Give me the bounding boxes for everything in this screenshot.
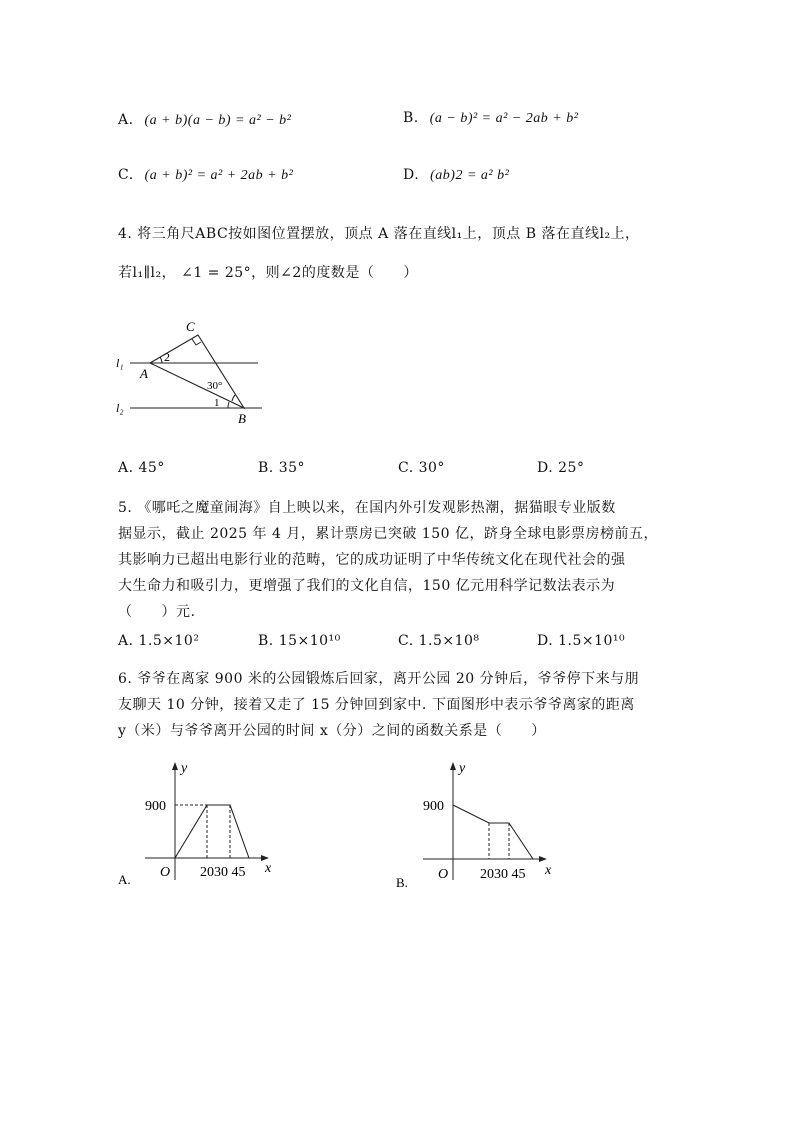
y-label: y bbox=[459, 761, 466, 776]
y-900-label: 900 bbox=[423, 799, 444, 814]
q5-option-c: C. 1.5×10⁸ bbox=[398, 633, 480, 649]
q6-graph-b bbox=[393, 760, 563, 895]
q4-option-c: C. 30° bbox=[398, 460, 445, 476]
y-label: y bbox=[181, 761, 188, 776]
label-angle-30: 30° bbox=[207, 380, 223, 392]
q3-option-c-label: C. bbox=[118, 167, 134, 183]
q5-option-a: A. 1.5×10² bbox=[118, 633, 200, 649]
angle-30-arc bbox=[232, 395, 235, 401]
q3-option-a bbox=[118, 112, 291, 129]
q6-line-2: 友聊天 10 分钟，接着又走了 15 分钟回到家中. 下面图形中表示爷爷离家的距离 bbox=[118, 697, 635, 713]
right-angle-mark bbox=[192, 339, 201, 345]
q4-triangle-figure bbox=[110, 315, 280, 430]
q4-line-1: 4. 将三角尺ABC按如图位置摆放，顶点 A 落在直线l₁上，顶点 B 落在直线l₂上， bbox=[118, 226, 640, 242]
origin-label: O bbox=[160, 865, 171, 880]
q3-option-d-label: D. bbox=[403, 167, 420, 183]
graph-a-line bbox=[175, 805, 249, 858]
q5-option-b: B. 15×10¹⁰ bbox=[258, 633, 341, 649]
x-ticks-label: 2030 45 bbox=[480, 867, 526, 882]
q5-line-5: （ ）元. bbox=[118, 604, 196, 620]
label-angle-2: 2 bbox=[164, 350, 170, 364]
x-label: x bbox=[545, 863, 552, 878]
label-angle-1: 1 bbox=[214, 397, 220, 409]
q3-option-c-formula: (a + b)² = a² + 2ab + b² bbox=[144, 168, 294, 183]
q5-line-4: 大生命力和吸引力，更增强了我们的文化自信，150 亿元用科学记数法表示为 bbox=[118, 578, 616, 594]
q4-option-d: D. 25° bbox=[537, 460, 585, 476]
q5-line-3: 其影响力已超出电影行业的范畴，它的成功证明了中华传统文化在现代社会的强 bbox=[118, 552, 626, 568]
q3-option-b-formula: (a − b)² = a² − 2ab + b² bbox=[429, 111, 579, 126]
x-label: x bbox=[265, 861, 272, 876]
q4-option-b: B. 35° bbox=[258, 460, 306, 476]
q3-option-a-formula: (a + b)(a − b) = a² − b² bbox=[144, 113, 292, 128]
q4-option-a: A. 45° bbox=[118, 460, 165, 476]
y-900-label: 900 bbox=[145, 799, 166, 814]
q6-graph-a bbox=[115, 760, 285, 890]
angle-1-arc bbox=[228, 402, 229, 408]
graph-b-line bbox=[453, 805, 533, 859]
label-b: B bbox=[238, 411, 246, 426]
triangle-abc bbox=[150, 335, 244, 408]
q5-line-2: 据显示，截止 2025 年 4 月，累计票房已突破 150 亿，跻身全球电影票房榜前五， bbox=[118, 526, 658, 542]
q6-line-3: y（米）与爷爷离开公园的时间 x（分）之间的函数关系是（ ） bbox=[118, 723, 546, 739]
q3-option-a-label: A. bbox=[118, 112, 134, 128]
q3-option-b-label: B. bbox=[403, 110, 419, 126]
x-axis-arrow bbox=[539, 856, 547, 862]
graph-a-option-label: A. bbox=[118, 872, 131, 887]
origin-label: O bbox=[438, 867, 449, 882]
x-ticks-label: 2030 45 bbox=[200, 865, 246, 880]
q5-line-1: 5. 《哪吒之魔童闹海》自上映以来，在国内外引发观影热潮，据猫眼专业版数 bbox=[118, 500, 616, 516]
q6-line-1: 6. 爷爷在离家 900 米的公园锻炼后回家，离开公园 20 分钟后，爷爷停下来与朋 bbox=[118, 671, 640, 687]
label-a: A bbox=[140, 366, 148, 381]
q3-option-d bbox=[403, 167, 509, 184]
angle-2-arc bbox=[160, 357, 162, 363]
graph-b-option-label: B. bbox=[396, 875, 408, 890]
y-axis-arrow bbox=[450, 762, 456, 770]
label-c: C bbox=[186, 319, 195, 334]
q3-option-b bbox=[403, 110, 578, 127]
q4-line-2: 若l₁∥l₂， ∠1 = 25°，则∠2的度数是（ ） bbox=[118, 265, 418, 281]
label-l2: l₂ bbox=[116, 401, 124, 415]
q3-option-c bbox=[118, 167, 293, 184]
q5-option-d: D. 1.5×10¹⁰ bbox=[537, 633, 626, 649]
label-l1: l₁ bbox=[116, 356, 124, 370]
q3-option-d-formula: (ab)2 = a² b² bbox=[430, 168, 510, 183]
y-axis-arrow bbox=[172, 762, 178, 770]
